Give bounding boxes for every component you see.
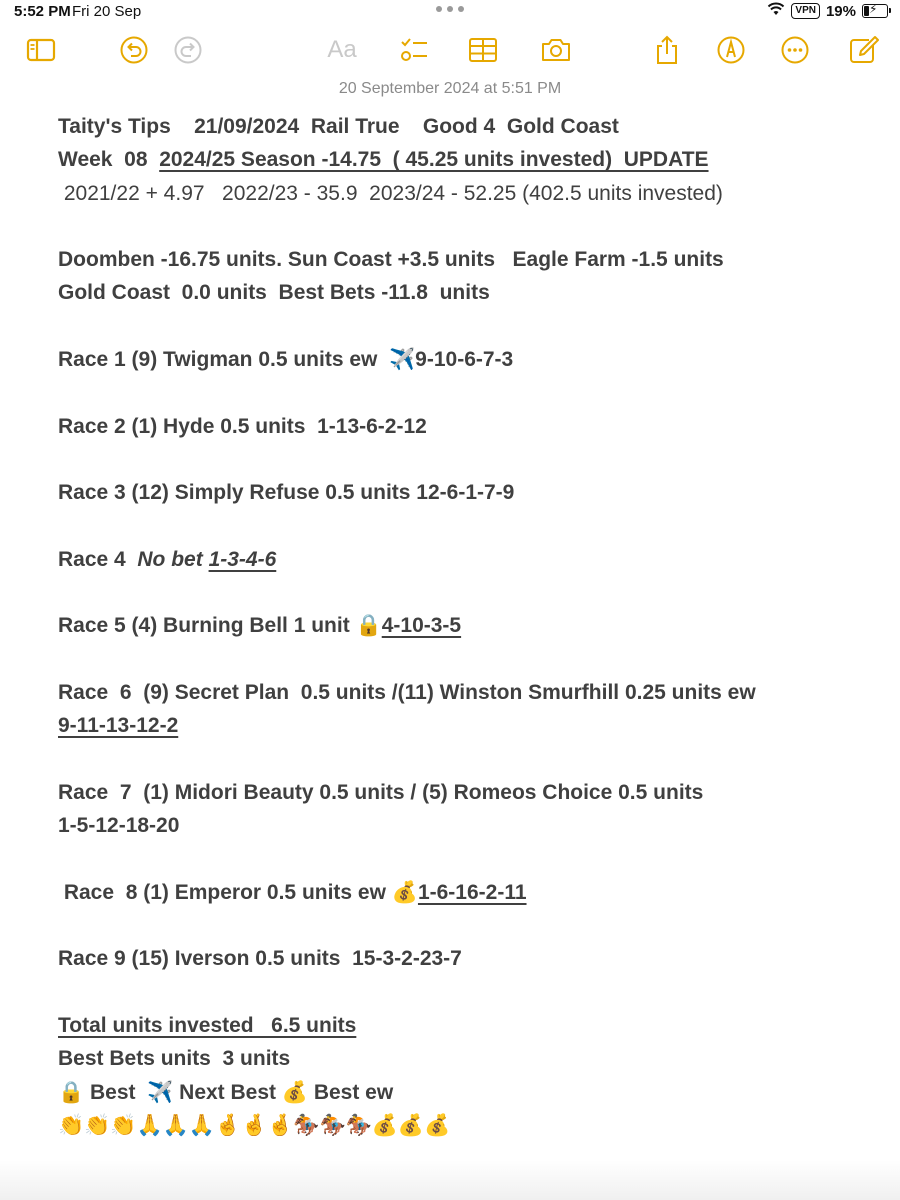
race-line xyxy=(58,709,858,742)
race-line: Race 3 (12) Simply Refuse 0.5 units 12-6-1-7-9 xyxy=(58,481,515,505)
vpn-badge: VPN xyxy=(791,3,820,19)
share-icon[interactable] xyxy=(647,30,687,70)
note-line xyxy=(58,143,858,176)
markup-icon[interactable] xyxy=(711,30,751,70)
race-line xyxy=(58,609,858,642)
status-date: Fri 20 Sep xyxy=(72,3,142,20)
blank-line xyxy=(58,909,858,942)
battery-percent: 19% xyxy=(825,2,856,20)
checklist-icon[interactable] xyxy=(394,30,434,70)
race-order: 1-6-16-2-11 xyxy=(417,880,527,904)
blank-line xyxy=(58,443,858,476)
note-line xyxy=(58,1009,858,1042)
blank-line xyxy=(58,976,858,1009)
status-right xyxy=(767,2,888,20)
money-bag-icon: 💰 xyxy=(391,880,418,904)
race-order: 1-3-4-6 xyxy=(208,547,277,571)
note-line: Best Bets units 3 units xyxy=(58,1047,291,1071)
blank-line xyxy=(58,210,858,243)
blank-line xyxy=(58,743,858,776)
race-line: Race 6 (9) Secret Plan 0.5 units /(11) Winston Smurfhill 0.25 units ew xyxy=(58,681,756,705)
race-order: 4-10-3-5 xyxy=(381,614,462,638)
multitasking-dots[interactable] xyxy=(436,6,464,12)
race-label: Race 8 (1) Emperor 0.5 units ew xyxy=(58,880,392,904)
status-time: 5:52 PM xyxy=(14,3,71,20)
note-line: 2021/22 + 4.97 2022/23 - 35.9 2023/24 - 52.25 (402.5 units invested) xyxy=(58,181,723,205)
sidebar-icon[interactable] xyxy=(21,30,61,70)
lock-icon: 🔒 xyxy=(355,614,382,638)
race-line xyxy=(58,543,858,576)
blank-line xyxy=(58,510,858,543)
race-line: Race 7 (1) Midori Beauty 0.5 units / (5) Romeos Choice 0.5 units xyxy=(58,780,704,804)
season-summary: 2024/25 Season -14.75 ( 45.25 units invested) UPDATE xyxy=(159,148,709,172)
status-bar xyxy=(0,0,900,26)
compose-icon[interactable] xyxy=(843,30,883,70)
legend-line: 🔒 Best ✈️ Next Best 💰 Best ew xyxy=(58,1080,394,1104)
race-line: 1-5-12-18-20 xyxy=(58,814,180,838)
blank-line xyxy=(58,843,858,876)
race-line: Race 2 (1) Hyde 0.5 units 1-13-6-2-12 xyxy=(58,414,427,438)
blank-line xyxy=(58,310,858,343)
race-line: Race 1 (9) Twigman 0.5 units ew ✈️9-10-6-7-3 xyxy=(58,348,514,372)
camera-icon[interactable] xyxy=(536,30,576,70)
wifi-icon xyxy=(767,2,785,20)
bottom-fade xyxy=(0,1160,900,1200)
total-units: Total units invested 6.5 units xyxy=(58,1014,357,1038)
toolbar xyxy=(0,30,900,74)
race-order: 9-11-13-12-2 xyxy=(58,714,179,738)
week-label: Week 08 xyxy=(58,148,160,172)
note-timestamp: 20 September 2024 at 5:51 PM xyxy=(338,80,562,97)
note-line: Doomben -16.75 units. Sun Coast +3.5 units Eagle Farm -1.5 units xyxy=(58,248,724,272)
no-bet-label: No bet xyxy=(137,547,209,571)
format-icon[interactable]: Aa xyxy=(327,36,357,63)
blank-line xyxy=(58,643,858,676)
race-label: Race 5 (4) Burning Bell 1 unit xyxy=(58,614,356,638)
battery-icon: ⚡ xyxy=(862,4,888,18)
race-line xyxy=(58,876,858,909)
blank-line xyxy=(58,576,858,609)
undo-icon[interactable] xyxy=(114,30,154,70)
blank-line xyxy=(58,376,858,409)
race-line: Race 9 (15) Iverson 0.5 units 15-3-2-23-7 xyxy=(58,947,462,971)
table-icon[interactable] xyxy=(463,30,503,70)
redo-icon[interactable] xyxy=(168,30,208,70)
race-label: Race 4 xyxy=(58,547,138,571)
more-icon[interactable] xyxy=(775,30,815,70)
note-body[interactable] xyxy=(58,110,858,1142)
note-line: Taity's Tips 21/09/2024 Rail True Good 4 Gold Coast xyxy=(58,115,619,138)
note-line: Gold Coast 0.0 units Best Bets -11.8 units xyxy=(58,281,490,305)
emoji-line: 👏👏👏🙏🙏🙏🤞🤞🤞🏇🏇🏇💰💰💰 xyxy=(58,1113,451,1137)
